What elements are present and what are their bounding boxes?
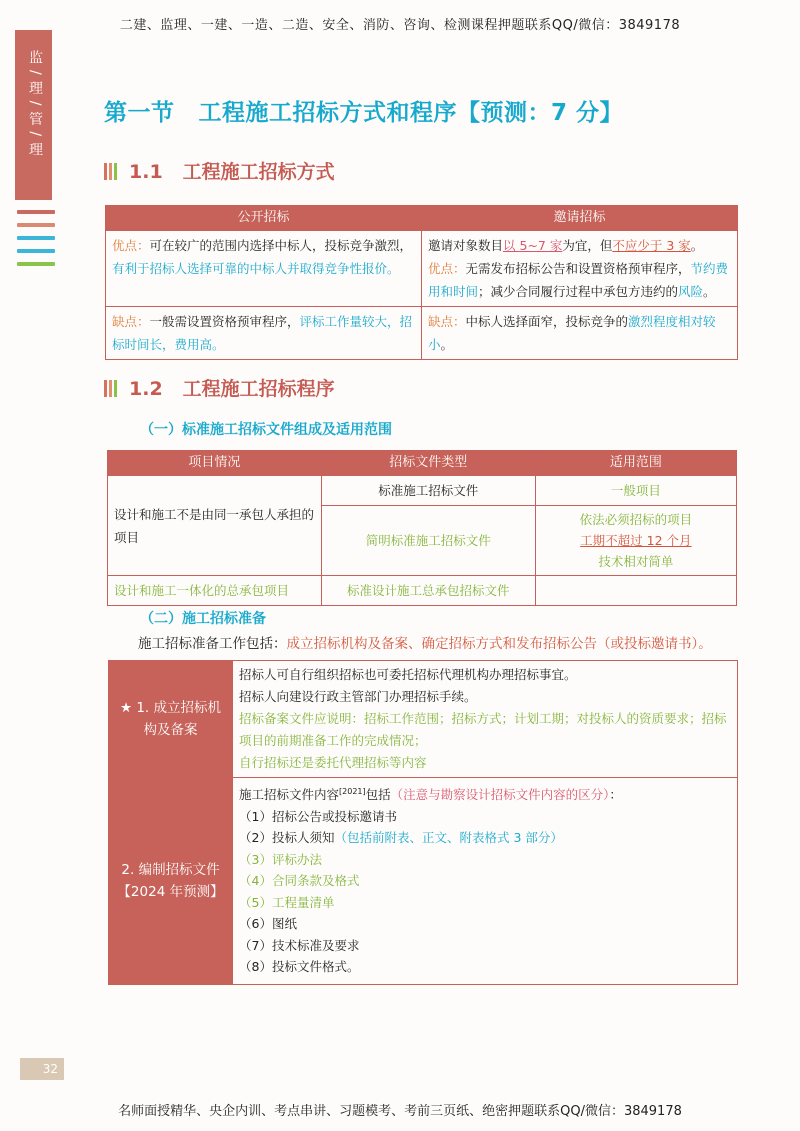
heading-1-1: 1.1 工程施工招标方式: [104, 157, 335, 185]
subheading-2: （二）施工招标准备: [140, 611, 266, 627]
cell-r3c1: 设计和施工一体化的总承包项目: [108, 576, 322, 606]
prep-row1-content: 招标人可自行组织招标也可委托招标代理机构办理招标事宜。 招标人向建设行政主管部门办理招标手续。 招标备案文件应说明：招标工作范围；招标方式；计划工期；对投标人的资质要求；招标项目的前期准备工作的完成情况； 自行招标还是委托代理招标等内容: [233, 661, 738, 778]
cell-r1c2: 标准施工招标文件: [321, 476, 535, 506]
side-tab: [15, 30, 52, 200]
prep-table: [108, 660, 738, 985]
prep-row2-content: 施工招标文件内容[2021]包括（注意与勘察设计招标文件内容的区分）： （1）招标公告或投标邀请书 （2）投标人须知（包括前附表、正文、附表格式 3 部分） （3）评标办法 （4）合同条款及格式 （5）工程量清单 （6）图纸 （7）技术标准及要求 （8）投标文件格式。: [233, 778, 738, 985]
prep-row2-label: 2. 编制招标文件 【2024 年预测】: [109, 778, 233, 985]
subheading-1: （一）标准施工招标文件组成及适用范围: [140, 422, 392, 438]
heading-1-2: 1.2 工程施工招标程序: [104, 374, 335, 402]
cell-r2c2: 简明标准施工招标文件: [321, 506, 535, 576]
section-number: 第一节: [104, 100, 175, 126]
open-advantages: 优点：可在较广的范围内选择中标人，投标竞争激烈，有利于招标人选择可靠的中标人并取得竞争性报价。: [106, 231, 422, 307]
page-footer: 名师面授精华、央企内训、考点串讲、习题模考、考前三页纸、绝密押题联系QQ/微信：3849178: [118, 1104, 682, 1119]
side-stripes: [17, 210, 55, 275]
th-open: 公开招标: [106, 206, 422, 231]
page-header: 二建、监理、一建、一造、二造、安全、消防、咨询、检测课程押题联系QQ/微信：3849178: [119, 18, 681, 33]
prep-intro: 施工招标准备工作包括：成立招标机构及备案、确定招标方式和发布招标公告（或投标邀请书）。: [138, 636, 712, 652]
cell-r2c3: 依法必须招标的项目 工期不超过 12 个月 技术相对简单: [535, 506, 736, 576]
th-project: 项目情况: [108, 451, 322, 476]
invite-disadvantages: 缺点：中标人选择面窄，投标竞争的激烈程度相对较小。: [422, 307, 738, 360]
open-disadvantages: 缺点：一般需设置资格预审程序，评标工作量较大，招标时间长，费用高。: [106, 307, 422, 360]
prep-row1-label: ★ 1. 成立招标机构及备案: [109, 661, 233, 778]
cell-r1c1: 设计和施工不是由同一承包人承担的项目: [108, 476, 322, 576]
side-tab-label: 监/理/管/理: [27, 50, 43, 163]
page-number: 32: [20, 1058, 64, 1080]
th-scope: 适用范围: [535, 451, 736, 476]
section-title: [104, 94, 623, 127]
tender-docs-table: [107, 450, 737, 606]
cell-r1c3: 一般项目: [535, 476, 736, 506]
th-doc-type: 招标文件类型: [321, 451, 535, 476]
cell-r3c3: [535, 576, 736, 606]
cell-r3c2: 标准设计施工总承包招标文件: [321, 576, 535, 606]
tender-methods-table: [105, 205, 738, 360]
th-invite: 邀请招标: [422, 206, 738, 231]
bars-icon: [104, 163, 119, 185]
section-title-text: 工程施工招标方式和程序【预测：7 分】: [198, 100, 624, 126]
bars-icon: [104, 380, 119, 402]
invite-advantages: 邀请对象数目以 5~7 家为宜，但不应少于 3 家。 优点：无需发布招标公告和设置资格预审程序，节约费用和时间；减少合同履行过程中承包方违约的风险。: [422, 231, 738, 307]
